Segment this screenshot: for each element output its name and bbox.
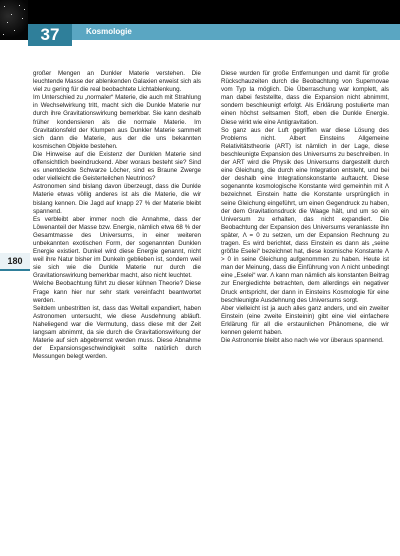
- paragraph: Im Unterschied zu „normaler“ Materie, die auch mit Strahlung in Wechselwirkung tritt, macht sich die Dunkle Materie nur durch ihre Gravitationswirkung bemerkbar. Sie kann deshalb früher kondensieren als die normale Materie. Im Gravitationsfeld der Klumpen aus Dunkler Materie sammelt sich dann die Materie, aus der die uns bekannten kosmischen Objekte bestehen.: [33, 94, 201, 150]
- paragraph: Diese wurden für große Entfernungen und damit für große Rückschauzeiten durch die Beobachtung von Supernovae vom Typ Ia möglich. Die Überraschung war komplett, als man dabei feststellte, dass die Expansion nicht abnimmt, sondern beschleunigt erfolgt. Als Erklärung postulierte man einen höchst seltsamen Stoff, eben die Dunkle Energie. Diese wirkt wie eine Antigravitation.: [221, 70, 389, 126]
- right-text-column: [221, 70, 389, 345]
- left-text-column: [33, 70, 201, 361]
- paragraph: Astronomen sind bislang davon überzeugt, dass die Dunkle Materie etwas völlig anderes ist als die Materie, die wir bislang kennen. Die Jagd auf knapp 27 % der Materie bleibt spannend.: [33, 183, 201, 215]
- paragraph: großer Mengen an Dunkler Materie verstehen. Die leuchtende Masse der ablenkenden Galaxien erweist sich als viel zu gering für die real beobachtete Lichtablenkung.: [33, 70, 201, 94]
- page-number: 180: [0, 253, 30, 271]
- chapter-title: Kosmologie: [86, 27, 132, 36]
- paragraph: Die Astronomie bleibt also nach wie vor überaus spannend.: [221, 337, 384, 345]
- paragraph: Es verbleibt aber immer noch die Annahme, dass der Löwenanteil der Masse bzw. Energie, nämlich etwa 68 % der Gesamtmasse des Universums, in einer weiteren unbekannten exotischen Form, der sogenannten Dunklen Energie existiert. Dunkel wird diese Energie genannt, nicht weil ihre Natur bisher im Dunkeln geblieben ist, sondern weil sie sich wie die Dunkle Materie nur durch die Gravitationswirkung bemerkbar macht, also nicht leuchtet.: [33, 215, 201, 280]
- paragraph: Aber vielleicht ist ja auch alles ganz anders, und ein zweiter Einstein (eine zweite Einsteinin) gibt eine viel einfachere Erklärung für all die erstaunlichen Phänomene, die wir kennen gelernt haben.: [221, 304, 389, 336]
- paragraph: Die Hinweise auf die Existenz der Dunklen Materie sind offensichtlich beeindruckend. Aber woraus besteht sie? Sind es unentdeckte Schwarze Löcher, sind es Braune Zwerge oder vielleicht die Geisterteilchen Neutrinos?: [33, 150, 201, 183]
- starfield-image: [0, 0, 28, 40]
- chapter-number: 37: [28, 24, 72, 46]
- paragraph: Seitdem unbestritten ist, dass das Weltall expandiert, haben Astronomen untersucht, wie diese Ausdehnung abläuft. Naheliegend war die Vermutung, dass diese mit der Zeit langsam abnimmt, da sie durch die Gravitationswirkung der Materie auf sich abgebremst werden muss. Diese Abnahme der Expansionsgeschwindigkeit sollte natürlich durch Messungen belegt werden.: [33, 304, 201, 361]
- paragraph: So ganz aus der Luft gegriffen war diese Lösung des Problems nicht. Albert Einsteins Allgemeine Relativitätstheorie (ART) ist nämlich in der Lage, diese beschleunigte Expansion des Universums zu beschreiben. In der ART wird die Physik des Universums dargestellt durch eine Gleichung, die durch eine Integration entsteht, und bei der deshalb eine Integrationskonstante auftaucht. Diese sogenannte kosmologische Konstante wird gemeinhin mit Λ bezeichnet. Einstein hatte die Konstante ursprünglich in seine Gleichung eingeführt, um einen Gegendruck zu haben, der dem Gravitationsdruck die Waage hält, und um so ein Universum zu erhalten, das nicht expandiert. Die Beobachtung der Expansion des Universums veranlasste ihn später, Λ = 0 zu setzen, um der Expansion Rechnung zu tragen. Es wird berichtet, dass Einstein es dann als „seine größte Eselei“ bezeichnet hat, diese kosmische Konstante Λ > 0 in seine Gleichung aufgenommen zu haben. Heute ist man der Meinung, dass die Einführung von Λ nicht unbedingt eine „Eselei“ war. Λ kann man nämlich als konstanten Beitrag zur Energiedichte betrachten, dem allerdings ein negativer Druck entspricht, der dann in Einsteins Kosmologie für eine beschleunigte Ausdehnung des Universums sorgt.: [221, 126, 389, 304]
- paragraph: Welche Beobachtung führt zu dieser kühnen Theorie? Diese Frage kann hier nur sehr stark vereinfacht beantwortet werden.: [33, 280, 201, 304]
